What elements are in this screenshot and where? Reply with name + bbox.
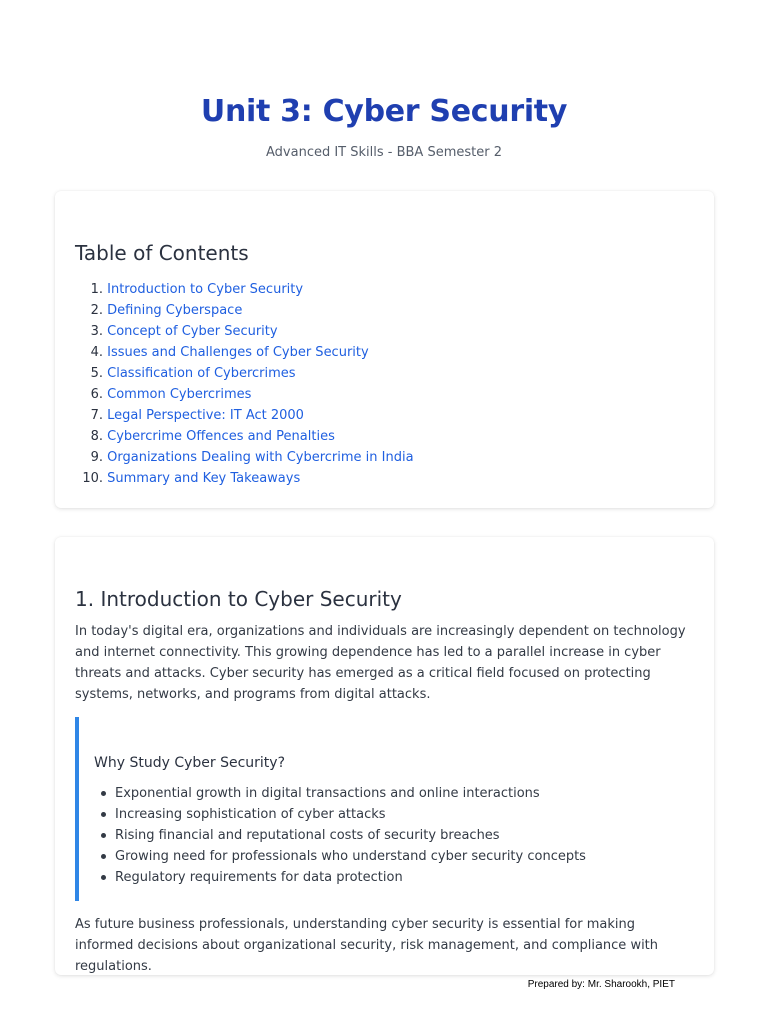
toc-item — [75, 363, 675, 384]
toc-link-common-cybercrimes[interactable]: Common Cybercrimes — [107, 387, 252, 402]
toc-item-number: 5. — [90, 366, 103, 381]
toc-link-offences-penalties[interactable]: Cybercrime Offences and Penalties — [107, 429, 335, 444]
toc-item-number: 6. — [90, 387, 103, 402]
toc-item-number: 2. — [90, 303, 103, 318]
callout-heading: Why Study Cyber Security? — [94, 755, 286, 771]
list-item — [94, 846, 586, 867]
toc-item — [75, 447, 675, 468]
toc-item — [75, 405, 675, 426]
toc-item — [75, 342, 675, 363]
table-of-contents-card — [55, 191, 714, 508]
why-study-callout — [75, 717, 695, 901]
toc-item-number: 8. — [90, 429, 103, 444]
list-item-text: Growing need for professionals who understand cyber security concepts — [115, 849, 586, 864]
bullet-icon — [101, 854, 106, 859]
bullet-icon — [101, 833, 106, 838]
toc-item-number: 9. — [90, 450, 103, 465]
toc-link-issues[interactable]: Issues and Challenges of Cyber Security — [107, 345, 369, 360]
closing-paragraph: As future business professionals, understanding cyber security is essential for making informed decisions about organizational security, risk management, and compliance with regulations. — [75, 917, 659, 974]
list-item-text: Increasing sophistication of cyber attacks — [115, 807, 386, 822]
toc-link-concept[interactable]: Concept of Cyber Security — [107, 324, 278, 339]
bullet-icon — [101, 812, 106, 817]
page-title: Unit 3: Cyber Security — [200, 94, 568, 129]
toc-item-number: 7. — [90, 408, 103, 423]
toc-list — [75, 279, 675, 489]
toc-item — [75, 300, 675, 321]
bullet-icon — [101, 875, 106, 880]
toc-item — [75, 321, 675, 342]
list-item-text: Exponential growth in digital transactions and online interactions — [115, 786, 540, 801]
intro-paragraph: In today's digital era, organizations and individuals are increasingly dependent on technology and internet connectivity. This growing dependence has led to a parallel increase in cyber threats and attacks. Cyber security has emerged as a critical field focused on protecting systems, networks, and programs from digital attacks. — [75, 624, 686, 702]
list-item-text: Rising financial and reputational costs of security breaches — [115, 828, 500, 843]
bullet-icon — [101, 791, 106, 796]
toc-item — [75, 279, 675, 300]
list-item — [94, 825, 586, 846]
toc-link-classification[interactable]: Classification of Cybercrimes — [107, 366, 296, 381]
toc-link-legal-perspective[interactable]: Legal Perspective: IT Act 2000 — [107, 408, 304, 423]
toc-item — [75, 426, 675, 447]
prepared-by-note: Prepared by: Mr. Sharookh, PIET — [527, 979, 675, 990]
list-item — [94, 783, 586, 804]
toc-heading: Table of Contents — [75, 241, 249, 265]
section-heading: 1. Introduction to Cyber Security — [75, 587, 402, 611]
toc-item-number: 10. — [82, 471, 103, 486]
toc-item-number: 4. — [90, 345, 103, 360]
toc-link-cyberspace[interactable]: Defining Cyberspace — [107, 303, 243, 318]
toc-link-summary[interactable]: Summary and Key Takeaways — [107, 471, 301, 486]
toc-link-organizations[interactable]: Organizations Dealing with Cybercrime in India — [107, 450, 414, 465]
toc-item-number: 1. — [90, 282, 103, 297]
toc-item — [75, 384, 675, 405]
list-item — [94, 867, 586, 888]
introduction-section-card — [55, 537, 714, 975]
toc-link-introduction[interactable]: Introduction to Cyber Security — [107, 282, 304, 297]
toc-item — [75, 468, 675, 489]
toc-item-number: 3. — [90, 324, 103, 339]
list-item-text: Regulatory requirements for data protection — [115, 870, 403, 885]
callout-bullet-list — [94, 783, 586, 888]
page-subtitle: Advanced IT Skills - BBA Semester 2 — [266, 145, 502, 160]
list-item — [94, 804, 586, 825]
